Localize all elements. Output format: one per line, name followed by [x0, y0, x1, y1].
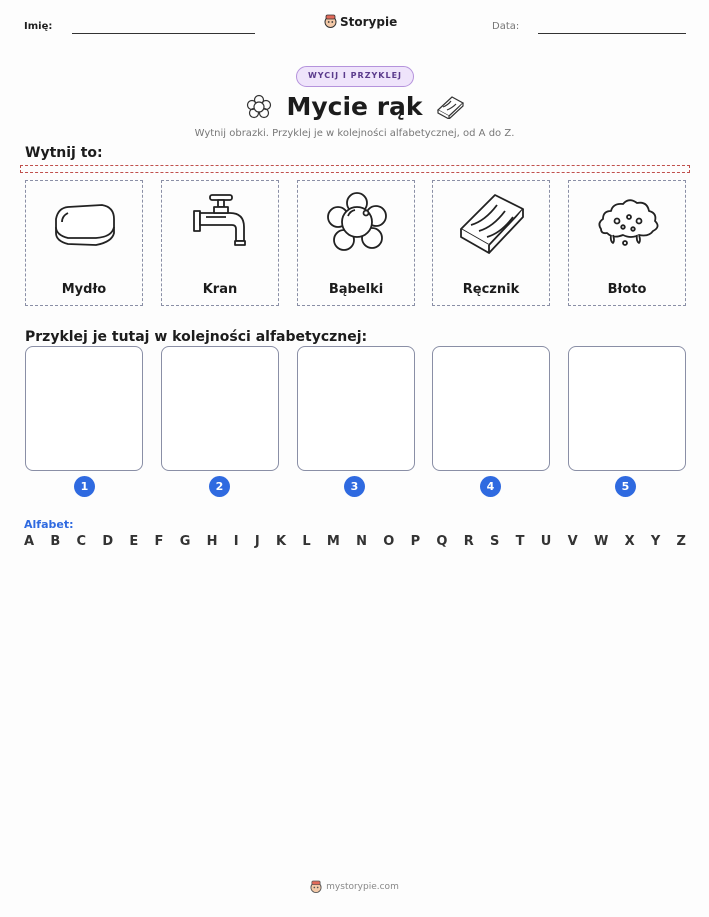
instructions: Wytnij obrazki. Przyklej je w kolejności alfabetycznej, od A do Z. [194, 128, 515, 139]
cut-card-towel[interactable] [432, 180, 550, 306]
alphabet-letter: Y [650, 534, 661, 549]
paste-slot-1[interactable] [25, 346, 143, 471]
alphabet-letter: Z [676, 534, 686, 549]
slot-number-badge: 2 [209, 476, 230, 497]
alphabet-letter: O [383, 534, 395, 549]
alphabet-row [24, 534, 686, 549]
slot-number-badge: 5 [615, 476, 636, 497]
paste-slot-2[interactable] [161, 346, 279, 471]
alphabet-letter: D [102, 534, 114, 549]
cut-section-label: Wytnij to: [25, 145, 103, 161]
alphabet-letter: E [129, 534, 139, 549]
alphabet-letter: W [593, 534, 609, 549]
alphabet-letter: R [463, 534, 474, 549]
alphabet-letter: T [515, 534, 525, 549]
cut-card-mud[interactable] [568, 180, 686, 306]
alphabet-letter: F [154, 534, 164, 549]
alphabet-letter: Q [436, 534, 448, 549]
card-label: Ręcznik [462, 282, 520, 297]
date-field-line[interactable] [538, 33, 686, 34]
footer [0, 880, 709, 894]
page-title: Mycie rąk [286, 92, 423, 121]
storypie-logo-icon [324, 14, 337, 29]
footer-url[interactable]: mystorypie.com [326, 882, 399, 892]
alphabet-letter: A [24, 534, 35, 549]
activity-badge: WYCIJ I PRZYKLEJ [296, 66, 414, 87]
brand-name: Storypie [340, 14, 398, 29]
alphabet-letter: S [490, 534, 500, 549]
slot-number-badge: 4 [480, 476, 501, 497]
slot-number-badge: 3 [344, 476, 365, 497]
towel-icon [435, 95, 465, 119]
worksheet-header [0, 14, 709, 38]
alphabet-letter: X [624, 534, 635, 549]
alphabet-letter: K [276, 534, 287, 549]
alphabet-letter: V [567, 534, 578, 549]
towel-icon [457, 189, 527, 259]
card-label: Mydło [61, 282, 107, 297]
paste-section-label: Przyklej je tutaj w kolejności alfabetycznej: [25, 329, 368, 345]
storypie-logo-icon [310, 880, 322, 894]
alphabet-letter: P [410, 534, 421, 549]
brand [324, 14, 397, 29]
alphabet-letter: U [540, 534, 552, 549]
cut-card-bubbles[interactable] [297, 180, 415, 306]
cut-card-faucet[interactable] [161, 180, 279, 306]
name-field-line[interactable] [72, 33, 255, 34]
alphabet-letter: N [356, 534, 368, 549]
alphabet-letter: J [254, 534, 260, 549]
alphabet-letter: M [326, 534, 340, 549]
paste-slot-3[interactable] [297, 346, 415, 471]
mud-icon [593, 189, 663, 259]
card-label: Błoto [607, 282, 647, 297]
date-label: Data: [492, 21, 520, 32]
alphabet-letter: H [206, 534, 218, 549]
card-label: Bąbelki [328, 282, 384, 297]
paste-slot-4[interactable] [432, 346, 550, 471]
alphabet-label: Alfabet: [24, 518, 74, 531]
slot-number-badge: 1 [74, 476, 95, 497]
alphabet-letter: L [302, 534, 311, 549]
soap-icon [50, 189, 120, 259]
alphabet-letter: C [76, 534, 87, 549]
cut-line [20, 165, 690, 173]
cut-card-soap[interactable] [25, 180, 143, 306]
alphabet-letter: G [179, 534, 191, 549]
title-row [0, 92, 709, 126]
faucet-icon [186, 189, 256, 259]
alphabet-letter: B [50, 534, 61, 549]
alphabet-letter: I [233, 534, 239, 549]
name-label: Imię: [24, 21, 53, 32]
card-label: Kran [202, 282, 238, 297]
paste-slot-5[interactable] [568, 346, 686, 471]
bubbles-icon [322, 189, 392, 259]
